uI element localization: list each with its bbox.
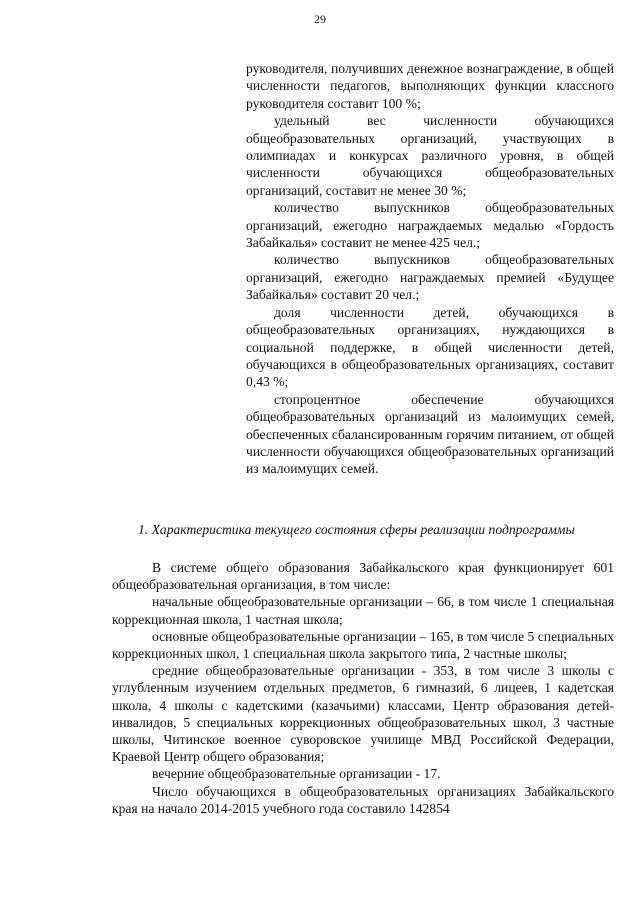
section-heading	[138, 521, 618, 539]
indicator-paragraph: стопроцентное обеспечение обучающихся общеобразовательных организаций из малоимущих семей, обеспеченных сбалансированным горячим питанием, от общей численности обучающихся общеобразовательных организаций из малоимущих семей.	[246, 391, 614, 477]
body-paragraph: В системе общего образования Забайкальского края функционирует 601 общеобразовательная организация, в том числе:	[112, 560, 614, 593]
indicator-paragraph: руководителя, получивших денежное вознаграждение, в общей численности педагогов, выполняющих функции классного руководителя составит 100 %;	[246, 61, 614, 111]
body-paragraph: начальные общеобразовательные организации – 66, в том числе 1 специальная коррекционная школа, 1 частная школа;	[112, 594, 614, 627]
body-paragraph: основные общеобразовательные организации – 165, в том числе 5 специальных коррекционных школ, 1 специальная школа закрытого типа, 2 частные школы;	[112, 628, 614, 662]
section-title: Характеристика текущего состояния сферы реализации подпрограммы	[151, 522, 575, 537]
page-number: 29	[314, 12, 326, 26]
indicators-block	[246, 60, 614, 478]
main-body	[112, 559, 614, 817]
body-paragraph: вечерние общеобразовательные организации - 17.	[152, 766, 441, 782]
indicator-paragraph: количество выпускников общеобразовательных организаций, ежегодно награждаемых медалью «Гордость Забайкалья» составит не менее 425 чел.;	[246, 200, 614, 251]
body-paragraph: средние общеобразовательные организации - 353, в том числе 3 школы с углубленным изучением отдельных предметов, 6 гимназий, 6 лицеев, 1 кадетская школа, 4 школы с кадетскими (казачьими) классами, Центр образования детей-инвалидов, 5 специальных коррекционных общеобразовательных школ, 3 частные школы, Читинское военное суворовское училище МВД Российской Федерации, Краевой Центр общего образования;	[112, 663, 614, 765]
body-paragraph: Число обучающихся в общеобразовательных организациях Забайкальского края на начало 2014-2015 учебного года составило 142854	[112, 783, 614, 816]
section-number: 1.	[138, 522, 149, 537]
indicator-paragraph: удельный вес численности обучающихся общеобразовательных организаций, участвующих в олимпиадах и конкурсах различного уровня, в общей численности обучающихся общеобразовательных организаций, составит не менее 30 %;	[246, 113, 614, 198]
indicator-paragraph: количество выпускников общеобразовательных организаций, ежегодно награждаемых премией «Будущее Забайкалья» составит 20 чел.;	[246, 252, 614, 303]
indicator-paragraph: доля численности детей, обучающихся в общеобразовательных организациях, нуждающихся в социальной поддержке, в общей численности детей, обучающихся в общеобразовательных организациях, составит 0,43 %;	[246, 304, 614, 390]
